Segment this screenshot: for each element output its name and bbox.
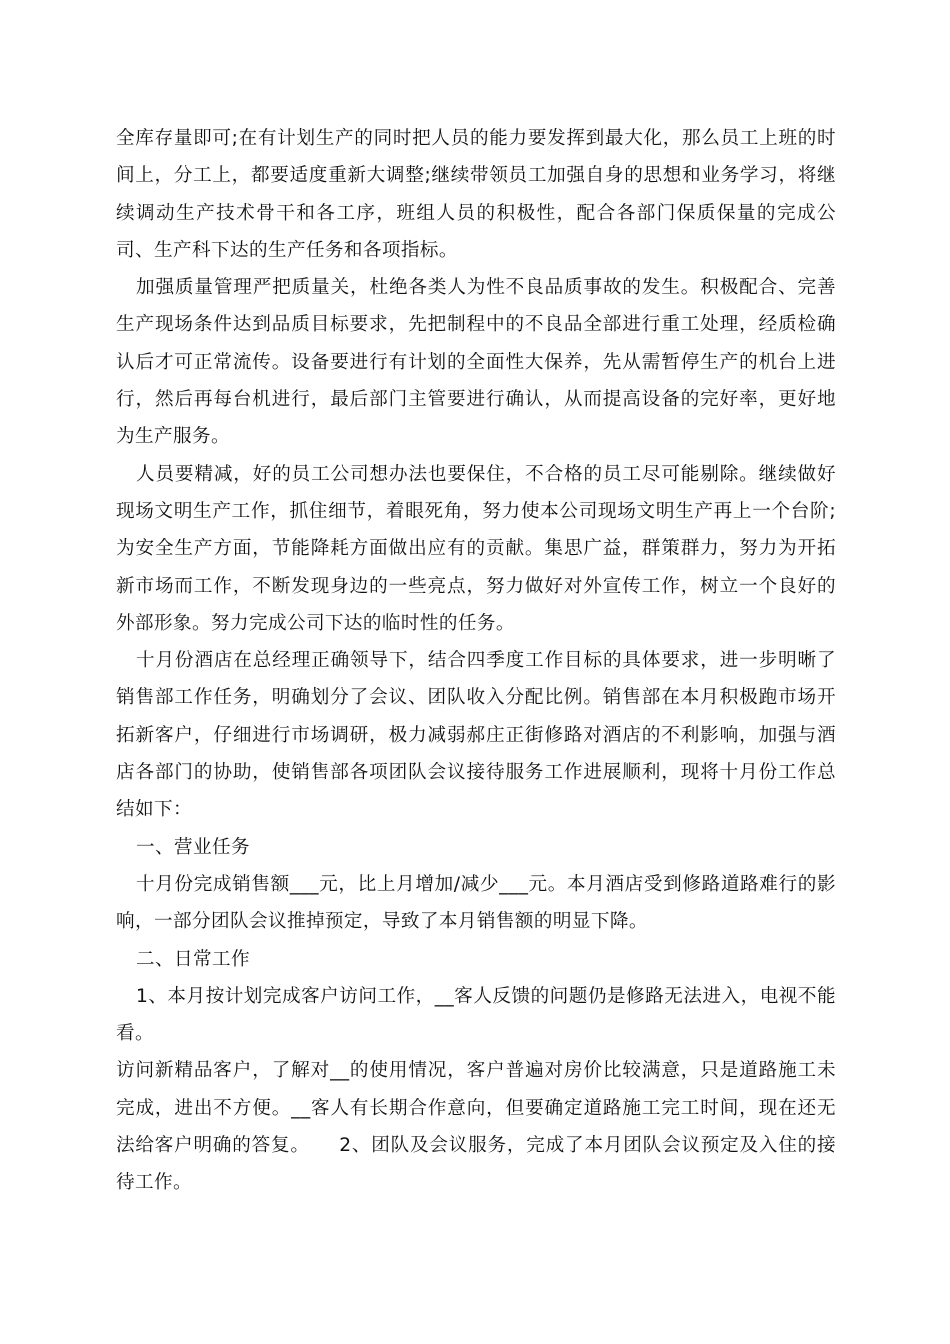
paragraph-6: 1、本月按计划完成客户访问工作，__客人反馈的问题仍是修路无法进入，电视不能看。 (116, 985, 836, 1045)
paragraph-5: 十月份完成销售额___元，比上月增加/减少___元。本月酒店受到修路道路难行的影响，一部分团队会议推掉预定，导致了本月销售额的明显下降。 (116, 873, 836, 933)
section-heading-1: 一、营业任务 (136, 836, 250, 858)
paragraph-1: 全库存量即可;在有计划生产的同时把人员的能力要发挥到最大化，那么员工上班的时间上，分工上，都要适度重新大调整;继续带领员工加强自身的思想和业务学习，将继续调动生产技术骨干和各工序，班组人员的积极性，配合各部门保质保量的完成公司、生产科下达的生产任务和各项指标。 (116, 128, 836, 261)
document-body (116, 120, 836, 1202)
paragraph-4: 十月份酒店在总经理正确领导下，结合四季度工作目标的具体要求，进一步明晰了销售部工作任务，明确划分了会议、团队收入分配比例。销售部在本月积极跑市场开拓新客户，仔细进行市场调研，极力减弱郝庄正街修路对酒店的不利影响，加强与酒店各部门的协助，使销售部各项团队会议接待服务工作进展顺利，现将十月份工作总结如下： (116, 650, 836, 821)
section-heading-2: 二、日常工作 (136, 948, 250, 970)
paragraph-7: 访问新精品客户，了解对__的使用情况，客户普遍对房价比较满意，只是道路施工未完成，进出不方便。__客人有长期合作意向，但要确定道路施工完工时间，现在还无法给客户明确的答复。 2、团队及会议服务，完成了本月团队会议预定及入住的接待工作。 (116, 1060, 836, 1194)
paragraph-3: 人员要精减，好的员工公司想办法也要保住，不合格的员工尽可能剔除。继续做好现场文明生产工作，抓住细节，着眼死角，努力使本公司现场文明生产再上一个台阶;为安全生产方面，节能降耗方面做出应有的贡献。集思广益，群策群力，努力为开拓新市场而工作，不断发现身边的一些亮点，努力做好对外宣传工作，树立一个良好的外部形象。努力完成公司下达的临时性的任务。 (116, 463, 836, 634)
paragraph-2: 加强质量管理严把质量关，杜绝各类人为性不良品质事故的发生。积极配合、完善生产现场条件达到品质目标要求，先把制程中的不良品全部进行重工处理，经质检确认后才可正常流传。设备要进行有计划的全面性大保养，先从需暂停生产的机台上进行，然后再每台机进行，最后部门主管要进行确认，从而提高设备的完好率，更好地为生产服务。 (116, 277, 836, 448)
